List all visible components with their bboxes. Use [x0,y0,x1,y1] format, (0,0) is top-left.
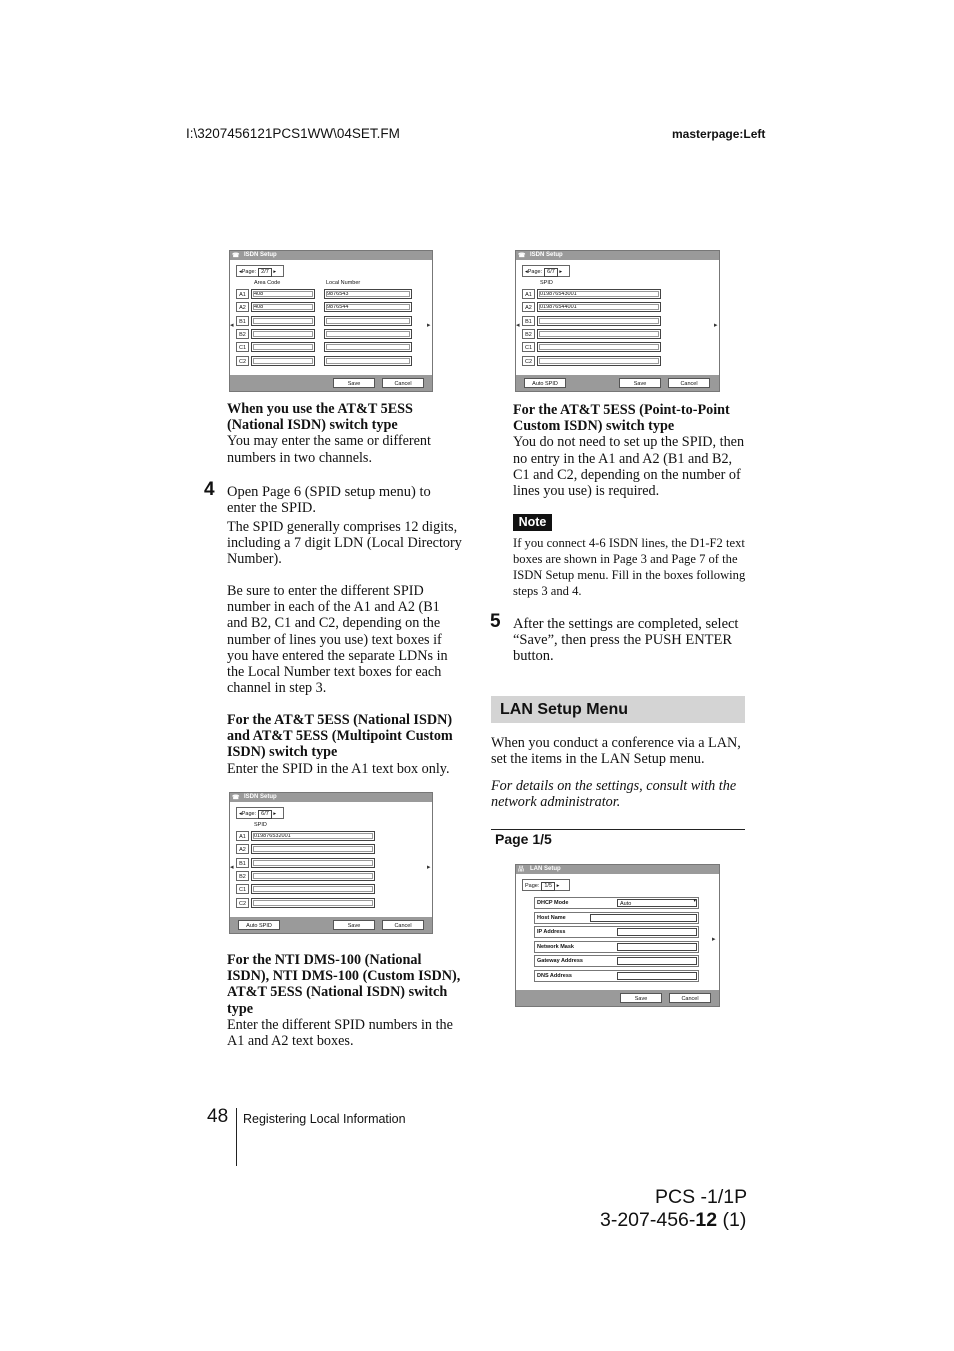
lan-admin-note: For details on the settings, consult with the network administrator. [491,778,737,811]
right-arrow-icon[interactable]: ▸ [712,936,716,943]
section-heading-lan-setup: LAN Setup Menu [491,696,745,723]
screen-titlebar: 品 LAN Setup [516,865,719,874]
lan-setting-row [534,926,699,938]
spid-input[interactable]: 019876544001 [537,302,661,312]
row-label: C1 [236,342,249,352]
lan-setting-input[interactable] [617,943,697,951]
spid-input[interactable] [537,356,661,366]
lan-setting-row [534,955,699,967]
area-code-input[interactable] [251,342,315,352]
local-number-input[interactable] [324,329,412,339]
lan-setting-row [534,912,699,924]
left-arrow-icon[interactable]: ◂ [516,322,520,329]
lan-setup-screen [515,864,720,1007]
spid-input[interactable] [537,342,661,352]
next-arrow-icon: ▸ [559,269,563,275]
lan-setting-label: IP Address [537,929,566,935]
dhcp-mode-select[interactable]: Auto [617,899,697,907]
screen-titlebar: ☎ ISDN Setup [230,251,432,260]
spid-input[interactable]: 019876543001 [537,289,661,299]
row-label: B2 [236,329,249,339]
cancel-button[interactable]: Cancel [382,920,424,930]
spid-input[interactable] [537,316,661,326]
next-arrow-icon: ▸ [273,269,277,275]
network-icon: 品 [518,867,525,873]
lan-intro-text: When you conduct a conference via a LAN, set the items in the LAN Setup menu. [491,735,741,768]
att-multipoint-paragraph: For the AT&T 5ESS (National ISDN) and AT&T 5ESS (Multipoint Custom ISDN) switch type Enter the SPID in the A1 text box only. [227,712,453,777]
isdn-icon: ☎ [232,253,240,259]
page-heading-rule [491,829,745,830]
att-point-to-point-paragraph: For the AT&T 5ESS (Point-to-Point Custom ISDN) switch type You do not need to set up the SPID, then no entry in the A1 and A2 (B1 and B2, C1 and C2, depending on the number of lines you use) is required. [513,402,745,500]
isdn-icon: ☎ [232,795,240,801]
column-header-spid: SPID [254,822,267,828]
lan-setting-row [534,970,699,982]
lan-setting-input[interactable] [590,914,697,922]
left-arrow-icon[interactable]: ◂ [230,864,234,871]
page-selector[interactable]: ◂Page: 6/7 ▸ [236,807,284,819]
step-number-5: 5 [490,611,501,632]
page-selector[interactable]: ◂Page: 2/7 ▸ [236,265,284,277]
row-label: C2 [522,356,535,366]
isdn-icon: ☎ [518,253,526,259]
model-label: PCS -1/1P [655,1186,748,1208]
column-header-local-number: Local Number [326,280,361,286]
lan-setting-label: DNS Address [537,972,572,979]
cancel-button[interactable]: Cancel [668,378,710,388]
row-label: A1 [522,289,535,299]
local-number-input[interactable] [324,342,412,352]
spid-input[interactable] [251,844,375,854]
page-selector[interactable]: Page: 1/5 ▸ [522,879,570,891]
isdn-setup-screen-spid-a1 [229,792,433,934]
step-number-4: 4 [204,479,215,500]
page-selector[interactable]: ◂Page: 6/7 ▸ [522,265,570,277]
row-label: B2 [522,329,535,339]
row-label: A2 [236,302,249,312]
row-label: A1 [236,289,249,299]
local-number-input[interactable] [324,316,412,326]
step4-instruction: Open Page 6 (SPID setup menu) to enter the SPID. [227,484,431,517]
spid-input[interactable] [251,858,375,868]
next-arrow-icon: ▸ [556,883,560,889]
row-label: C1 [236,884,249,894]
save-button[interactable]: Save [619,378,661,388]
row-label: A2 [522,302,535,312]
lan-setting-input[interactable] [617,928,697,936]
auto-spid-button[interactable]: Auto SPID [524,378,566,388]
step4-spid-info: The SPID generally comprises 12 digits, including a 7 digit LDN (Local Directory Number). [227,519,462,568]
spid-input[interactable] [251,898,375,908]
local-number-input[interactable]: 9876543 [324,289,412,299]
file-path: I:\3207456121PCS1WW\04SET.FM [186,126,400,141]
area-code-input[interactable]: 408 [251,302,315,312]
save-button[interactable]: Save [333,378,375,388]
note-badge: Note [513,514,552,531]
lan-setting-label: Network Mask [537,943,574,950]
lan-setting-label: DHCP Mode [537,900,569,906]
isdn-setup-screen-spid-a1-a2 [515,250,720,392]
row-label: A1 [236,831,249,841]
row-label: A2 [236,844,249,854]
nti-paragraph: For the NTI DMS-100 (National ISDN), NTI DMS-100 (Custom ISDN), AT&T 5ESS (National ISDN) switch type Enter the different SPID numbers in the A1 and A2 text boxes. [227,952,461,1050]
dropdown-caret-icon: ▾ [693,898,696,904]
att-national-paragraph: When you use the AT&T 5ESS (National ISDN) switch type You may enter the same or different numbers in two channels. [227,401,431,466]
lan-setting-row [534,897,699,909]
spid-input[interactable] [537,329,661,339]
page-heading: Page 1/5 [495,831,552,847]
save-button[interactable]: Save [333,920,375,930]
row-label: B2 [236,871,249,881]
row-label: C2 [236,898,249,908]
area-code-input[interactable] [251,316,315,326]
area-code-input[interactable]: 408 [251,289,315,299]
row-label: C2 [236,356,249,366]
lan-setting-label: Host Name [537,914,566,921]
row-label: B1 [236,316,249,326]
step5-instruction: After the settings are completed, select “Save”, then press the PUSH ENTER button. [513,616,739,665]
cancel-button[interactable]: Cancel [669,993,711,1003]
row-label: B1 [236,858,249,868]
prev-arrow-icon: ◂ [239,269,242,275]
column-header-area-code: Area Code [254,280,281,286]
left-arrow-icon[interactable]: ◂ [230,322,234,329]
isdn-setup-screen-page2 [229,250,433,392]
area-code-input[interactable] [251,329,315,339]
auto-spid-button[interactable]: Auto SPID [238,920,280,930]
part-code: 3-207-456-12 (1) [600,1209,747,1231]
local-number-input[interactable] [324,356,412,366]
lan-setting-input[interactable] [617,972,697,980]
cancel-button[interactable]: Cancel [382,378,424,388]
spid-input[interactable] [251,884,375,894]
row-label: B1 [522,316,535,326]
spid-input[interactable] [251,871,375,881]
save-button[interactable]: Save [620,993,662,1003]
right-arrow-icon[interactable]: ▸ [427,864,431,871]
footer-section-title: Registering Local Information [243,1112,406,1126]
area-code-input[interactable] [251,356,315,366]
step4-spid-detail: Be sure to enter the different SPID number in each of the A1 and A2 (B1 and B2, C1 and C2, depending on the number of lines you use) text boxes if you have entered the separate LDNs in the Local Number text boxes for each channel in step 3. [227,583,448,697]
lan-setting-input[interactable] [617,957,697,965]
screen-titlebar: ☎ ISDN Setup [516,251,719,260]
row-label: C1 [522,342,535,352]
screen-titlebar: ☎ ISDN Setup [230,793,432,802]
right-arrow-icon[interactable]: ▸ [714,322,718,329]
lan-setting-label: Gateway Address [537,958,583,964]
prev-arrow-icon: ◂ [239,811,242,817]
note-text: If you connect 4-6 ISDN lines, the D1-F2 text boxes are shown in Page 3 and Page 7 of the ISDN Setup menu. Fill in the boxes following steps 3 and 4. [513,536,746,598]
spid-input[interactable]: 019876532001 [251,831,375,841]
page-number: 48 [207,1106,229,1127]
local-number-input[interactable]: 9876544 [324,302,412,312]
column-header-spid: SPID [540,280,553,286]
masterpage-label: masterpage:Left [672,127,766,141]
right-arrow-icon[interactable]: ▸ [427,322,431,329]
footer-divider [236,1108,237,1166]
lan-setting-row [534,941,699,953]
next-arrow-icon: ▸ [273,811,277,817]
prev-arrow-icon: ◂ [525,269,528,275]
